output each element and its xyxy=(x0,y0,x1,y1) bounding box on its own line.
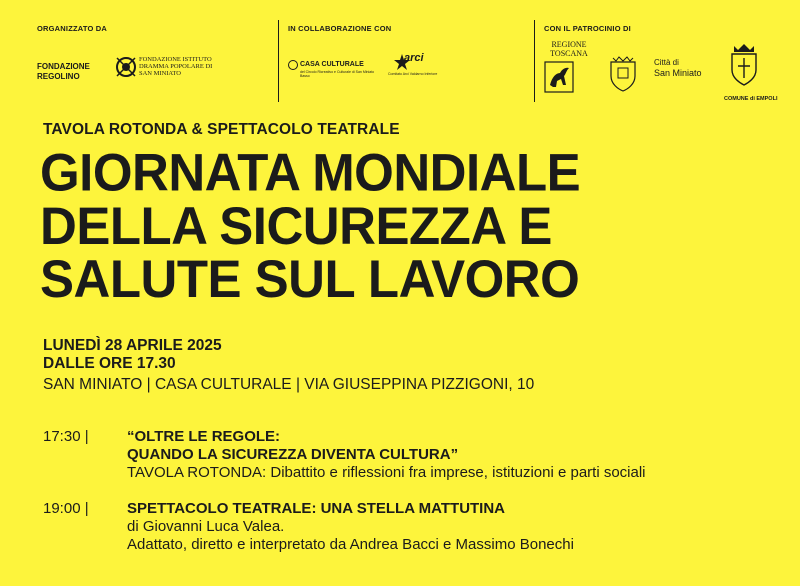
san-miniato-text: San Miniato xyxy=(654,68,702,78)
organizer-section xyxy=(37,24,272,104)
collaboration-section xyxy=(288,24,528,104)
header-divider xyxy=(278,20,279,102)
patronage-label: CON IL PATROCINIO DI xyxy=(544,24,631,33)
arci-name: arci xyxy=(404,52,424,64)
event-title xyxy=(40,142,780,309)
citta-di-text: Città di xyxy=(654,58,679,67)
program-time: 17:30 | xyxy=(43,428,89,445)
program-title-line: SPETTACOLO TEATRALE: UNA STELLA MATTUTINA xyxy=(127,500,506,517)
collaboration-label: IN COLLABORAZIONE CON xyxy=(288,24,392,33)
program-description: di Giovanni Luca Valea. xyxy=(127,518,285,535)
event-subtitle: TAVOLA ROTONDA & SPETTACOLO TEATRALE xyxy=(43,121,400,138)
empoli-text: COMUNE di EMPOLI xyxy=(724,96,778,102)
dramma-popolare-logo-text: FONDAZIONE ISTITUTO DRAMMA POPOLARE DI SAN MINIATO xyxy=(139,56,213,77)
event-date: LUNEDÌ 28 APRILE 2025 xyxy=(43,337,222,354)
patronage-section xyxy=(544,24,784,104)
san-miniato-label xyxy=(654,58,702,78)
organizer-label: ORGANIZZATO DA xyxy=(37,24,108,33)
casa-culturale-subtitle: del Circolo Ricreativo e Culturale di San Miniato Basso xyxy=(300,70,375,78)
program-title-line: QUANDO LA SICUREZZA DIVENTA CULTURA” xyxy=(127,446,459,463)
organizer-name: FONDAZIONE REGOLINO xyxy=(37,62,90,81)
pegasus-flag-icon xyxy=(544,61,574,93)
program-body xyxy=(127,500,800,554)
program-body xyxy=(127,428,800,482)
casa-culturale-icon xyxy=(288,60,298,70)
empoli-crest-icon xyxy=(728,42,760,86)
title-line: DELLA SICUREZZA E xyxy=(40,195,552,256)
event-date-block xyxy=(43,337,222,373)
sponsor-header xyxy=(0,0,800,110)
program-description: TAVOLA ROTONDA: Dibattito e riflessioni fra imprese, istituzioni e parti sociali xyxy=(127,464,646,481)
regione-toscana-logo xyxy=(544,40,594,102)
program-title-line: “OLTRE LE REGOLE: xyxy=(127,428,281,445)
program-description: Adattato, diretto e interpretato da Andrea Bacci e Massimo Bonechi xyxy=(127,536,574,553)
program-time: 19:00 | xyxy=(43,500,89,517)
event-time: DALLE ORE 17.30 xyxy=(43,355,176,372)
regione-toscana-name: REGIONE TOSCANA xyxy=(550,40,588,58)
casa-culturale-name: CASA CULTURALE xyxy=(300,61,364,68)
san-miniato-crest-icon xyxy=(608,56,638,92)
event-venue: SAN MINIATO | CASA CULTURALE | VIA GIUSEPPINA PIZZIGONI, 10 xyxy=(43,376,535,393)
title-line: GIORNATA MONDIALE xyxy=(40,142,581,203)
arci-subtitle: Comitato Arci Valdarno Inferiore xyxy=(388,72,438,76)
dramma-popolare-logo-icon xyxy=(115,54,137,80)
title-line: SALUTE SUL LAVORO xyxy=(40,248,580,309)
header-divider xyxy=(534,20,535,102)
